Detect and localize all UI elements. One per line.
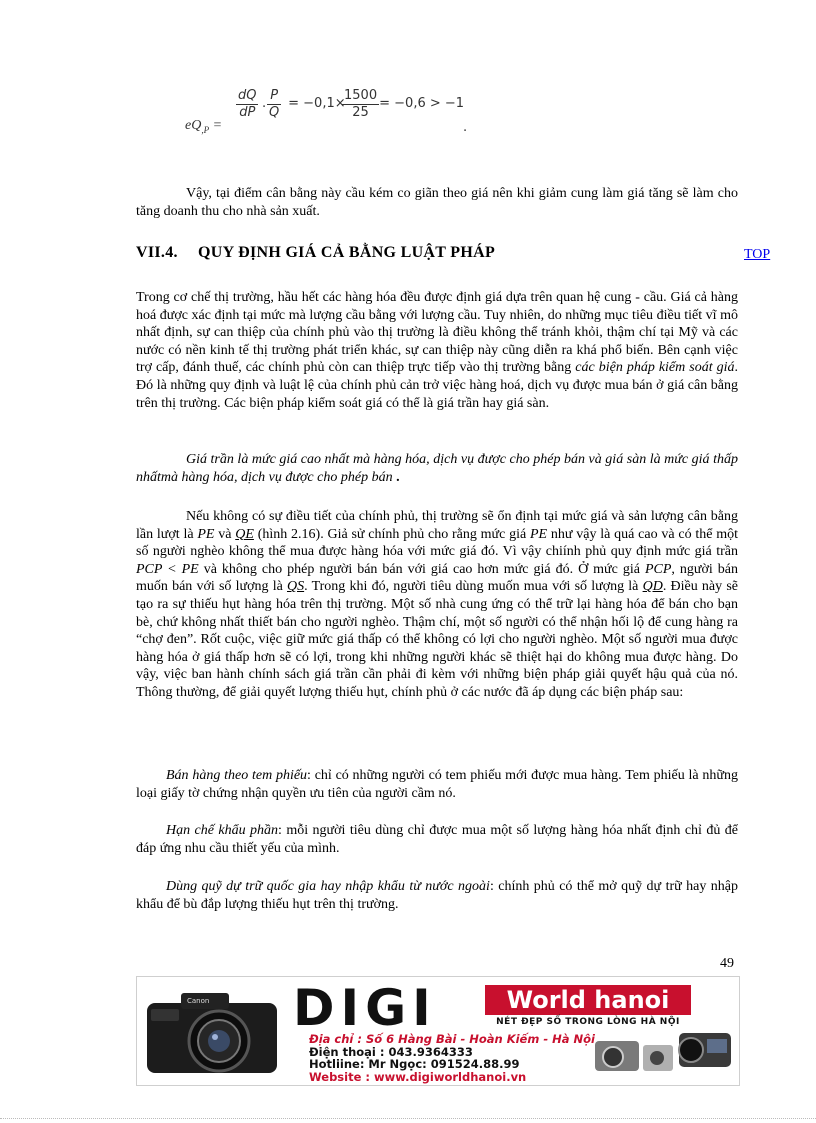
formula-lhs: $eQ_{,P}$ = bbox=[185, 118, 223, 135]
fraction-1500-25: $\frac{1500}{25}$ bbox=[344, 88, 378, 120]
formula-middle: = −0,1× bbox=[284, 96, 346, 111]
contact-hotline: Hotliine: Mr Ngọc: 091524.88.99 bbox=[309, 1057, 520, 1072]
list-item-title: Bán hàng theo tem phiếu bbox=[166, 768, 308, 783]
list-item-title: Dùng quỹ dự trữ quốc gia hay nhập khẩu từ nước ngoài bbox=[166, 879, 490, 894]
term-pe: PE bbox=[197, 526, 215, 542]
page-number: 49 bbox=[720, 956, 734, 971]
intro-emphasis: các biện pháp kiểm soát giá bbox=[575, 360, 735, 376]
list-item-title: Hạn chế khẩu phần bbox=[166, 823, 279, 838]
formula-result: = −0,6 > −1 bbox=[375, 96, 465, 111]
list-item-text: : chỉ có những người có tem phiếu mới được mua hàng. Tem phiếu là những loại giấy tờ chứng nhận quyền ưu tiên của người cầm nó. bbox=[136, 768, 738, 801]
term-pcp: PCP bbox=[644, 561, 672, 577]
list-item-text: : mỗi người tiêu dùng chỉ được mua một số lượng hàng hóa nhất định chỉ đủ để đáp ứng nhu cầu thiết yếu của mình. bbox=[136, 823, 738, 856]
term-qs: QS bbox=[287, 579, 305, 595]
fraction-p-q: $\frac{P}{Q}$ bbox=[269, 88, 280, 120]
formula-dot: . bbox=[262, 96, 267, 111]
section-number: VII.4. bbox=[136, 244, 178, 261]
term-pe: PE bbox=[530, 526, 548, 542]
paragraph-conclusion: Vậy, tại điểm cân bằng này cầu kém co giãn theo giá nên khi giảm cung làm giá tăng sẽ làm cho tăng doanh thu cho nhà sản xuất. bbox=[136, 186, 738, 219]
paragraph-intro bbox=[136, 289, 738, 412]
term-qd: QD bbox=[642, 579, 663, 595]
list-item-rationing bbox=[136, 822, 738, 857]
contact-phone: Điện thoại : 043.9364333 bbox=[309, 1044, 473, 1059]
brand-slogan: NÉT ĐẸP SỐ TRONG LÒNG HÀ NỘI bbox=[496, 1017, 680, 1027]
list-item-reserve-fund bbox=[136, 878, 738, 913]
top-link[interactable]: TOP bbox=[744, 247, 771, 262]
compact-cameras-icon bbox=[587, 1027, 737, 1083]
brand-digi: DIGI bbox=[293, 979, 437, 1037]
paragraph-analysis: Nếu không có sự điều tiết của chính phủ, thị trường sẽ ổn định tại mức giá và sản lượng cân bằng lần lượt là PE và QE (hình 2.16). Giả sử chính phủ cho rằng mức giá PE như vậy là quá cao và có thể một số người nghèo không thể mua được hàng hóa với mức giá đó. Vì vậy chiính phủ quy định mức giá trần PCP < PE và không cho phép người bán bán với giá cao hơn mức giá đó. Ở mức giá PCP, người bán muốn bán với số lượng là QS. Trong khi đó, người tiêu dùng muốn mua với số lượng là QD. Điều này sẽ tạo ra sự thiếu hụt hàng hóa trên thị trường. Một số nhà cung ứng có thể trữ lại hàng hóa để bán cho bạn bè, chứ không nhất thiết bán cho người nghèo. Thậm chí, một số người có thể nhận hối lộ để cung hàng ra “chợ đen”. Rốt cuộc, việc giữ mức giá thấp có thể không có lợi cho người nghèo. Một số người mua được hàng hóa ở giá thấp hơn sẽ có lợi, trong khi những người khác sẽ thiệt hại do không mua được hàng. Do vậy, việc ban hành chính sách giá trần cần phải đi kèm với những biện pháp giải quyết hậu quả của nó. Thông thường, để giải quyết lượng thiếu hụt, chính phủ ở các nước đã áp dụng các biện pháp sau: bbox=[136, 509, 739, 700]
elasticity-formula bbox=[185, 84, 485, 144]
advertisement-banner[interactable] bbox=[136, 976, 740, 1086]
contact-address: Địa chỉ : Số 6 Hàng Bài - Hoàn Kiếm - Hà Nội bbox=[309, 1032, 595, 1046]
footer-divider bbox=[0, 1118, 816, 1119]
paragraph-definition bbox=[136, 451, 738, 486]
dslr-camera-icon bbox=[141, 983, 291, 1079]
term-pcp: PCP < PE bbox=[136, 561, 199, 577]
intro-text-a: Trong cơ chế thị trường, hầu hết các hàng hóa đều được định giá dựa trên quan hệ cung - cầu. Giá cả hàng hoá được xác định tại mức mà lượng cầu bằng với lượng cầu. Tuy nhiên, do những mục tiêu điều tiết vĩ mô nhất định, sự can thiệp của chính phủ vào thị trường là điều không thể tránh khỏi, thậm chí tại Mỹ và các nước có nền kinh tế thị trường phát triển khác, sự can thiệp này cũng diễn ra khá phổ biến. Bên cạnh việc trợ cấp, đánh thuế, các chính phủ còn can thiệp trực tiếp vào thị trường bằng bbox=[136, 290, 738, 376]
brand-world-hanoi: World hanoi bbox=[485, 985, 691, 1015]
definition-end: . bbox=[392, 469, 400, 485]
svg-text:Canon: Canon bbox=[187, 997, 210, 1005]
contact-website[interactable]: Website : www.digiworldhanoi.vn bbox=[309, 1069, 527, 1084]
list-item-ration-coupons bbox=[136, 767, 738, 802]
fraction-dq-dp: $\frac{dQ}{dP}$ bbox=[238, 88, 257, 120]
intro-text-b: . Đó là những quy định và luật lệ của chính phủ cản trở việc hàng hoá, dịch vụ được mua bán ở giá cân bằng trên thị trường. Các biện pháp kiểm soát giá có thể là giá trần hay giá sàn. bbox=[136, 360, 738, 411]
list-item-text: : chính phủ có thể mở quỹ dự trữ hay nhập khẩu để bù đắp lượng thiếu hụt trên thị trường. bbox=[136, 879, 738, 912]
term-qe: QE bbox=[235, 526, 254, 542]
formula-period: . bbox=[463, 120, 468, 135]
section-title: QUY ĐỊNH GIÁ CẢ BẰNG LUẬT PHÁP bbox=[198, 244, 496, 261]
section-heading bbox=[136, 244, 495, 262]
definition-text: Giá trần là mức giá cao nhất mà hàng hóa, dịch vụ được cho phép bán và giá sàn là mức giá thấp nhấtmà hàng hóa, dịch vụ được cho phép bán bbox=[136, 452, 738, 485]
